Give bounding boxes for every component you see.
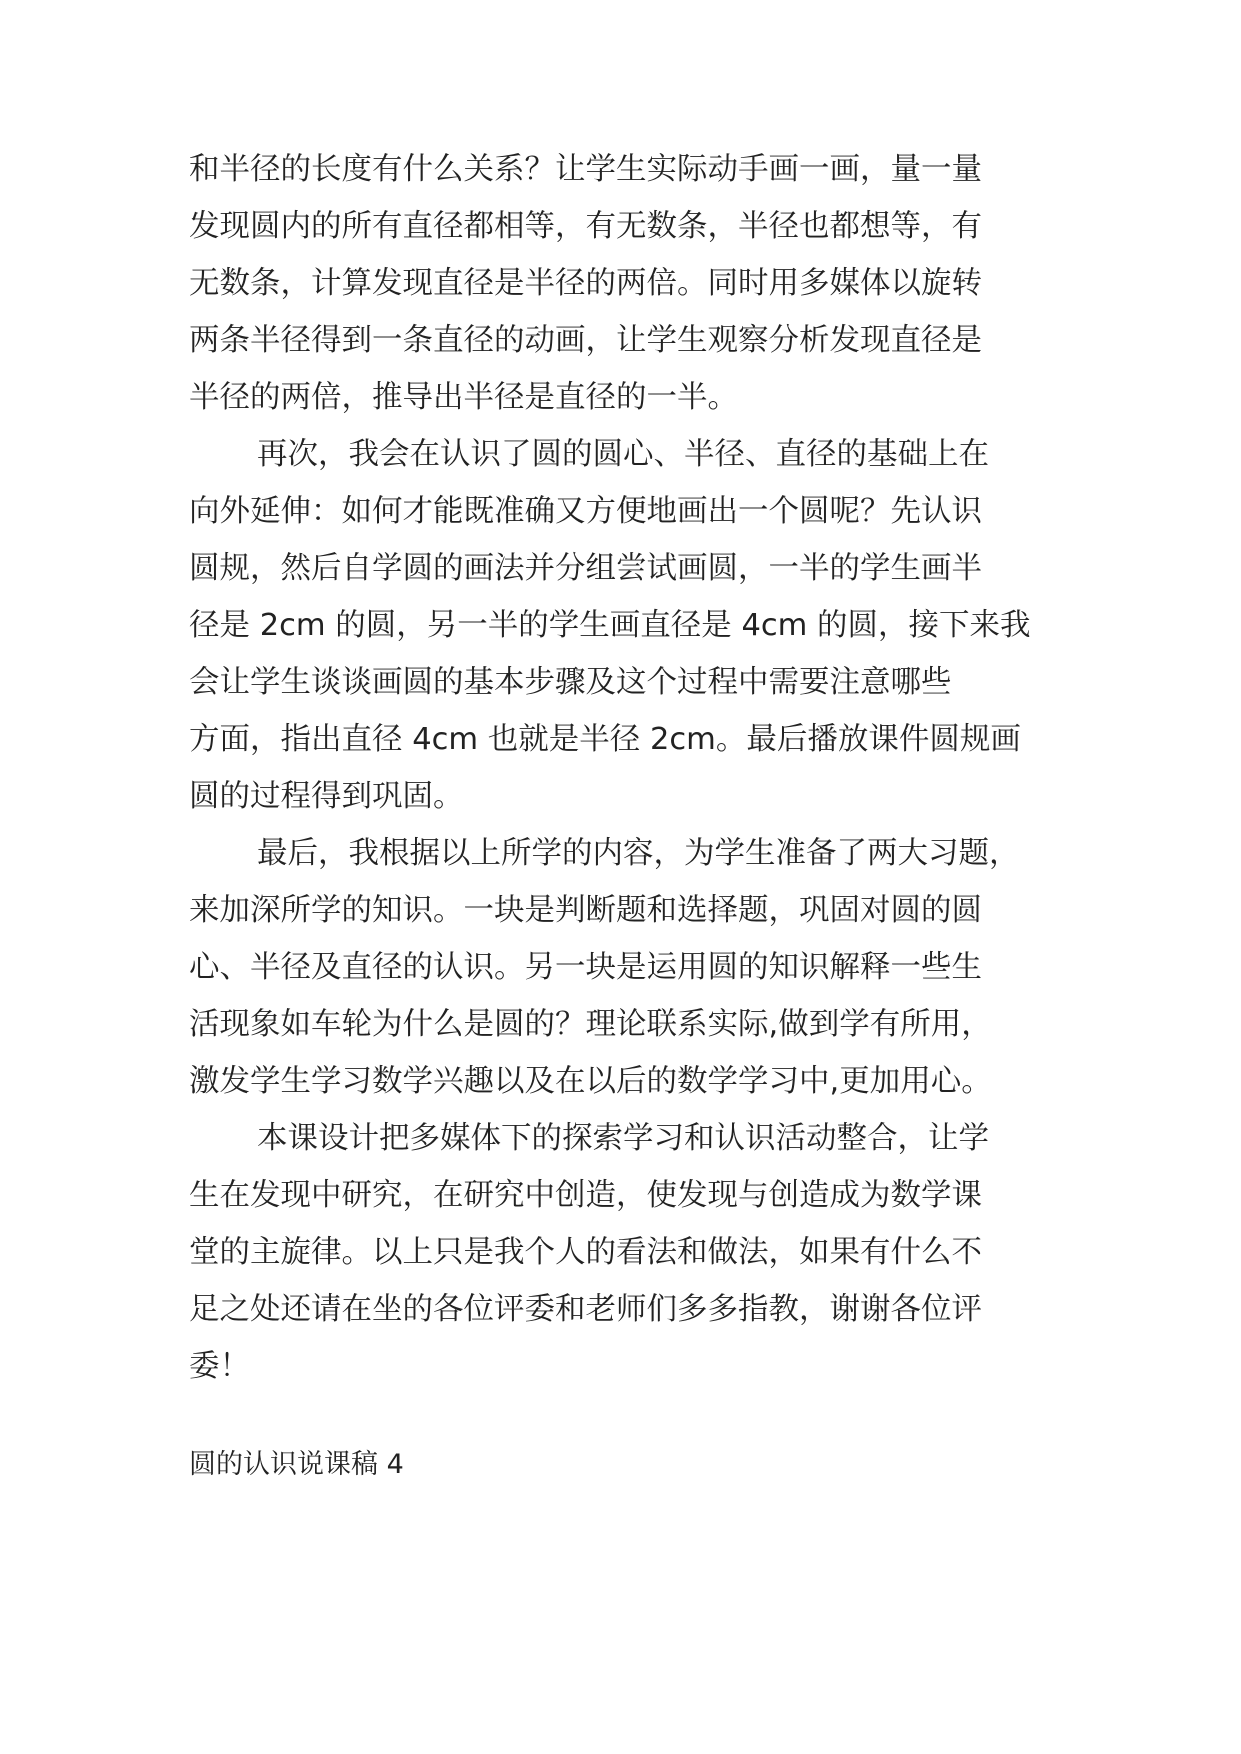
text-line: 径是 2cm 的圆，另一半的学生画直径是 4cm 的圆，接下来我 bbox=[189, 608, 1031, 643]
text-line: 圆的过程得到巩固。 bbox=[189, 779, 464, 814]
section-heading: 圆的认识说课稿 4 bbox=[189, 1449, 404, 1480]
text-line: 来加深所学的知识。一块是判断题和选择题，巩固对圆的圆 bbox=[189, 893, 982, 928]
text-line: 向外延伸：如何才能既准确又方便地画出一个圆呢？先认识 bbox=[189, 494, 982, 529]
text-line: 生在发现中研究，在研究中创造，使发现与创造成为数学课 bbox=[189, 1178, 982, 1213]
text-line: 再次，我会在认识了圆的圆心、半径、直径的基础上在 bbox=[257, 437, 989, 472]
text-line: 堂的主旋律。以上只是我个人的看法和做法，如果有什么不 bbox=[189, 1235, 982, 1270]
text-line: 圆规，然后自学圆的画法并分组尝试画圆，一半的学生画半 bbox=[189, 551, 982, 586]
text-line: 无数条，计算发现直径是半径的两倍。同时用多媒体以旋转 bbox=[189, 266, 982, 301]
text-line: 活现象如车轮为什么是圆的？理论联系实际,做到学有所用， bbox=[189, 1007, 992, 1042]
text-line: 委！ bbox=[189, 1349, 250, 1384]
text-line: 发现圆内的所有直径都相等，有无数条，半径也都想等，有 bbox=[189, 209, 982, 244]
text-line: 两条半径得到一条直径的动画，让学生观察分析发现直径是 bbox=[189, 323, 982, 358]
text-line: 本课设计把多媒体下的探索学习和认识活动整合，让学 bbox=[257, 1121, 989, 1156]
text-line: 激发学生学习数学兴趣以及在以后的数学学习中,更加用心。 bbox=[189, 1064, 992, 1099]
text-line: 半径的两倍，推导出半径是直径的一半。 bbox=[189, 380, 738, 415]
text-line: 会让学生谈谈画圆的基本步骤及这个过程中需要注意哪些 bbox=[189, 665, 952, 700]
text-line: 足之处还请在坐的各位评委和老师们多多指教，谢谢各位评 bbox=[189, 1292, 982, 1327]
text-line: 和半径的长度有什么关系？让学生实际动手画一画，量一量 bbox=[189, 152, 982, 187]
text-line: 心、半径及直径的认识。另一块是运用圆的知识解释一些生 bbox=[189, 950, 982, 985]
text-line: 方面，指出直径 4cm 也就是半径 2cm。最后播放课件圆规画 bbox=[189, 722, 1021, 757]
text-line: 最后，我根据以上所学的内容，为学生准备了两大习题， bbox=[257, 836, 1020, 871]
